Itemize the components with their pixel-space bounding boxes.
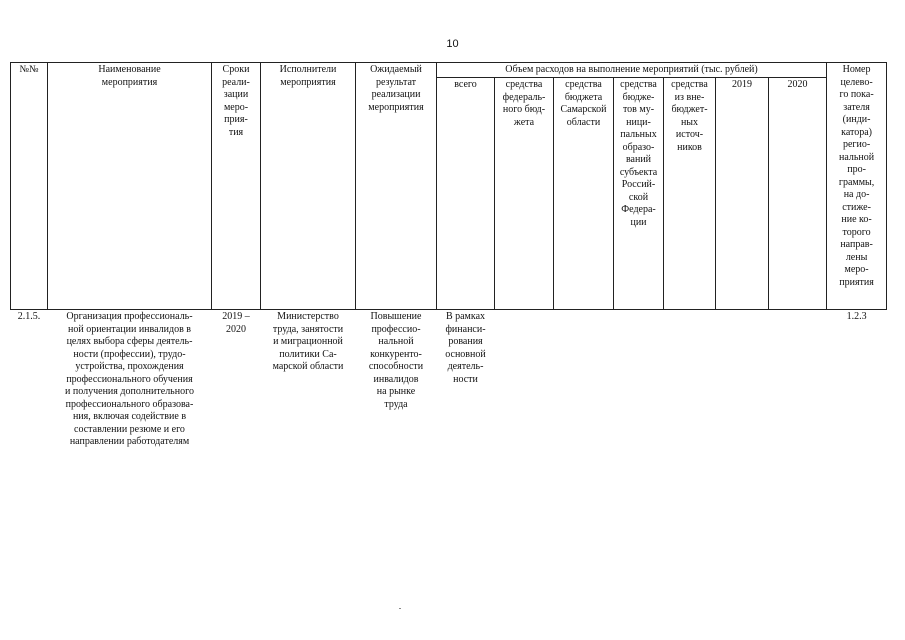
header-2019: 2019 bbox=[716, 78, 769, 310]
row-federal bbox=[495, 310, 554, 449]
page-number: 10 bbox=[446, 38, 459, 50]
row-2019 bbox=[716, 310, 769, 449]
header-name: Наименование мероприятия bbox=[48, 63, 212, 310]
header-offbudget: средства из вне- бюджет- ных источ- ников bbox=[664, 78, 716, 310]
header-executors: Исполнители мероприятия bbox=[261, 63, 356, 310]
header-result: Ожидаемый результат реализации мероприятия bbox=[356, 63, 437, 310]
header-regional: средства бюджета Самарской области bbox=[554, 78, 614, 310]
row-regional bbox=[554, 310, 614, 449]
header-volume-group: Объем расходов на выполнение мероприятий (тыс. рублей) bbox=[437, 63, 827, 78]
row-indicator: 1.2.3 bbox=[846, 311, 867, 322]
row-offbudget bbox=[664, 310, 716, 449]
header-federal: средства федераль- ного бюд- жета bbox=[495, 78, 554, 310]
row-municipal bbox=[614, 310, 664, 449]
header-total: всего bbox=[437, 78, 495, 310]
header-indicator: Номер целево- го пока- зателя (инди- катора) регио- нальной про- граммы, на до- стиже- ние ко- торого направ- лены меро- приятия bbox=[827, 63, 887, 310]
row-terms: 2019 – 2020 bbox=[222, 311, 250, 335]
header-num: №№ bbox=[11, 63, 48, 310]
table-header bbox=[11, 63, 887, 310]
row-executors: Министерство труда, занятости и миграционной политики Са- марской области bbox=[272, 311, 344, 372]
header-municipal: средства бюдже- тов му- ници- пальных образо- ваний субъекта Россий- ской Федера- ции bbox=[614, 78, 664, 310]
row-result: Повышение профессио- нальной конкуренто- способности инвалидов на рынке труда bbox=[368, 311, 424, 410]
row-total: В рамках финанси- рования основной деятель- ности bbox=[445, 311, 486, 385]
scan-speck bbox=[399, 608, 401, 609]
row-num: 2.1.5. bbox=[17, 311, 41, 322]
row-name: Организация профессиональ- ной ориентации инвалидов в целях выбора сферы деятель- ности (профессии), трудо- устройства, прохождения профессионального обучения и получения дополнительного профессионального образова- ния, включая содействие в составлении резюме и его направлении работодателям bbox=[65, 311, 194, 447]
header-terms: Сроки реали- зации меро- прия- тия bbox=[212, 63, 261, 310]
header-2020: 2020 bbox=[769, 78, 827, 310]
measures-table bbox=[10, 62, 887, 449]
table-row bbox=[11, 310, 887, 449]
row-2020 bbox=[769, 310, 827, 449]
